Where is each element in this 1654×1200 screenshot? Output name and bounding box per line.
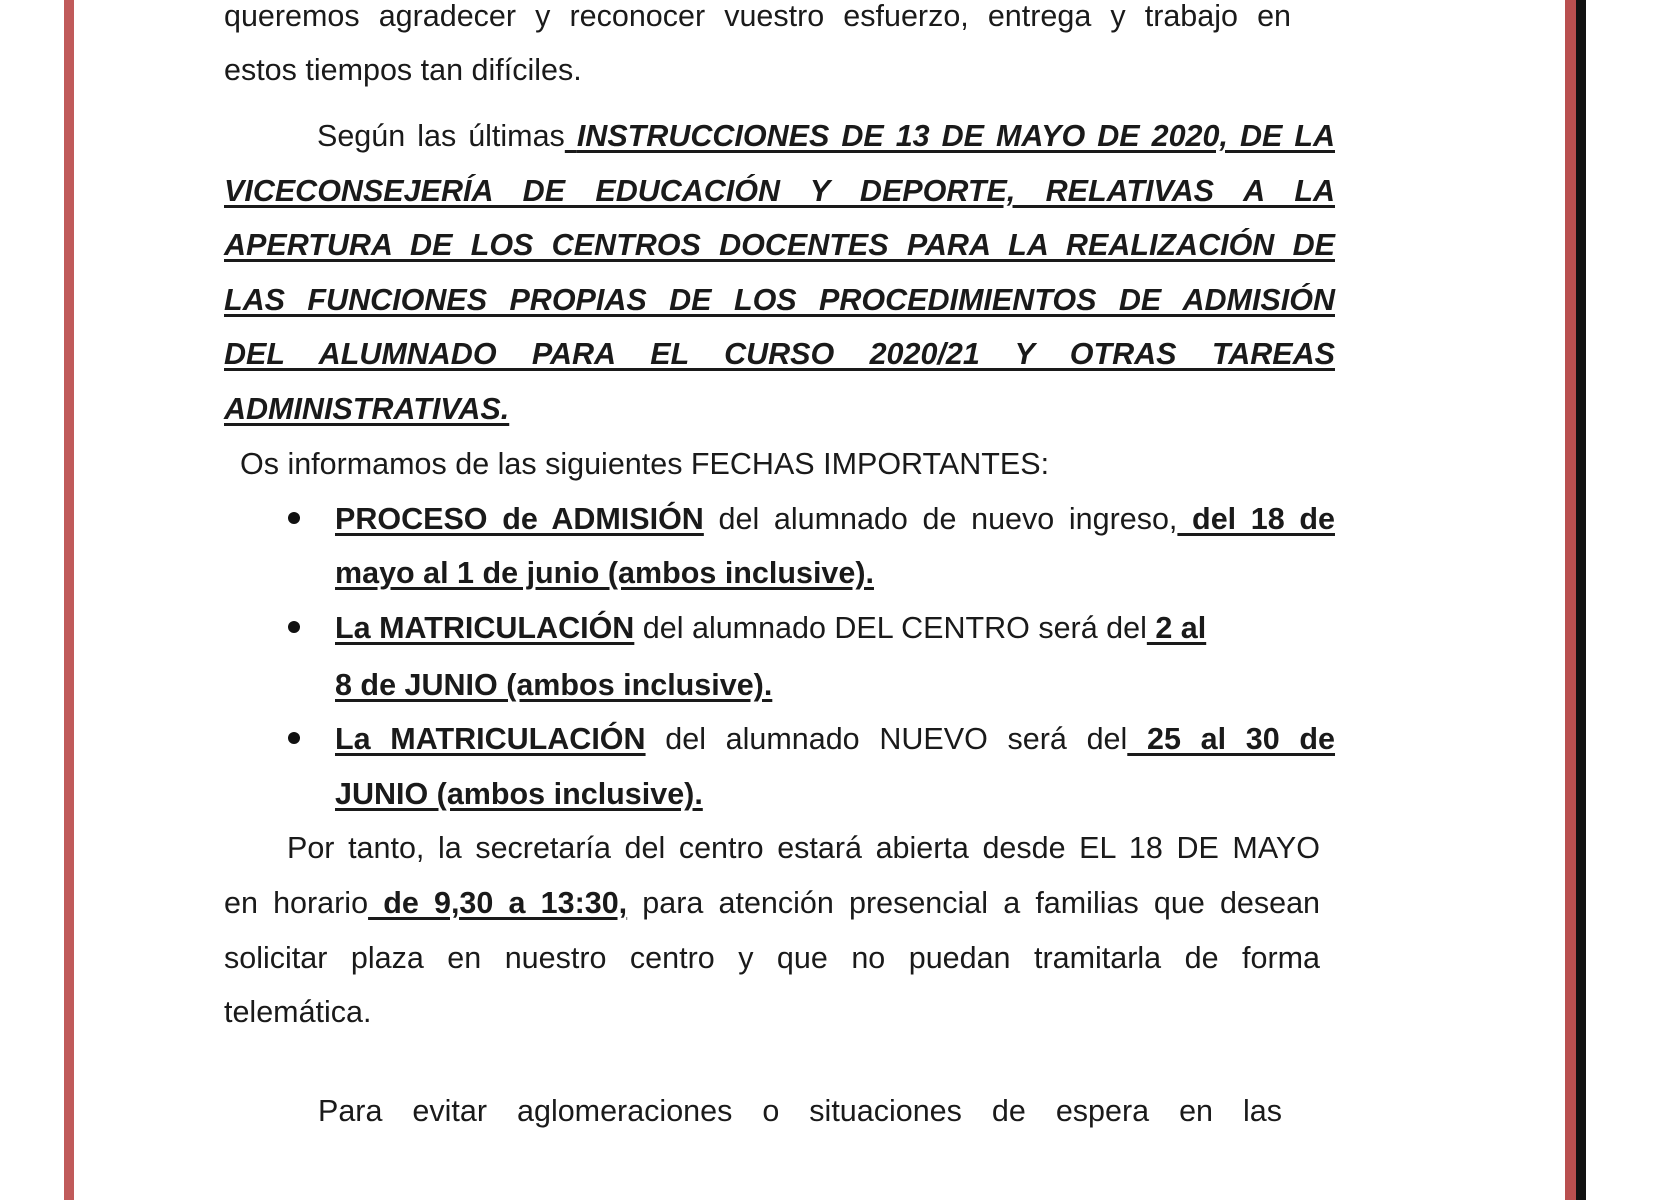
secretaria-line-4: telemática.: [224, 995, 372, 1029]
page-border-right-red: [1565, 0, 1576, 1200]
instructions-title-6: ADMINISTRATIVAS.: [224, 392, 510, 426]
page-border-left: [64, 0, 74, 1200]
instructions-title-5: DEL ALUMNADO PARA EL CURSO 2020/21 Y OTRAS TAREAS: [224, 337, 1335, 371]
instructions-title-4: LAS FUNCIONES PROPIAS DE LOS PROCEDIMIENTOS DE ADMISIÓN: [224, 283, 1335, 317]
bullet-1-line-2: mayo al 1 de junio (ambos inclusive).: [335, 556, 874, 590]
dates-intro: Os informamos de las siguientes FECHAS IMPORTANTES:: [240, 447, 1050, 481]
instructions-title-3: APERTURA DE LOS CENTROS DOCENTES PARA LA REALIZACIÓN DE: [224, 228, 1335, 262]
secretaria-line-1: Por tanto, la secretaría del centro estará abierta desde EL 18 DE MAYO: [287, 831, 1320, 865]
instructions-line-1: [224, 107, 1335, 165]
closing-line: Para evitar aglomeraciones o situaciones de espera en las: [318, 1094, 1282, 1128]
instructions-title-2: VICECONSEJERÍA DE EDUCACIÓN Y DEPORTE, RELATIVAS A LA: [224, 174, 1335, 208]
bullet-1-icon: [288, 512, 300, 524]
bullet-3-line-1: La MATRICULACIÓN del alumnado NUEVO será del 25 al 30 de: [335, 722, 1336, 756]
secretaria-line-3: solicitar plaza en nuestro centro y que no puedan tramitarla de forma: [224, 941, 1320, 975]
instructions-lead: Según las últimas: [317, 119, 565, 153]
bullet-2-line-1: La MATRICULACIÓN del alumnado DEL CENTRO será del 2 al: [335, 611, 1207, 645]
bullet-3-line-2: JUNIO (ambos inclusive).: [335, 777, 703, 811]
page-border-right-black: [1576, 0, 1586, 1200]
instructions-title-1: INSTRUCCIONES DE 13 DE MAYO DE 2020, DE LA: [576, 119, 1335, 153]
bullet-2-icon: [288, 621, 300, 633]
bullet-3-icon: [288, 732, 300, 744]
bullet-1-line-1: PROCESO de ADMISIÓN del alumnado de nuevo ingreso, del 18 de: [335, 502, 1335, 536]
secretaria-line-2: en horario de 9,30 a 13:30, para atención presencial a familias que desean: [224, 886, 1321, 920]
bullet-2-line-2: 8 de JUNIO (ambos inclusive).: [335, 668, 773, 702]
intro-line-2: estos tiempos tan difíciles.: [224, 53, 582, 87]
intro-line-1: queremos agradecer y reconocer vuestro esfuerzo, entrega y trabajo en: [224, 0, 1291, 33]
